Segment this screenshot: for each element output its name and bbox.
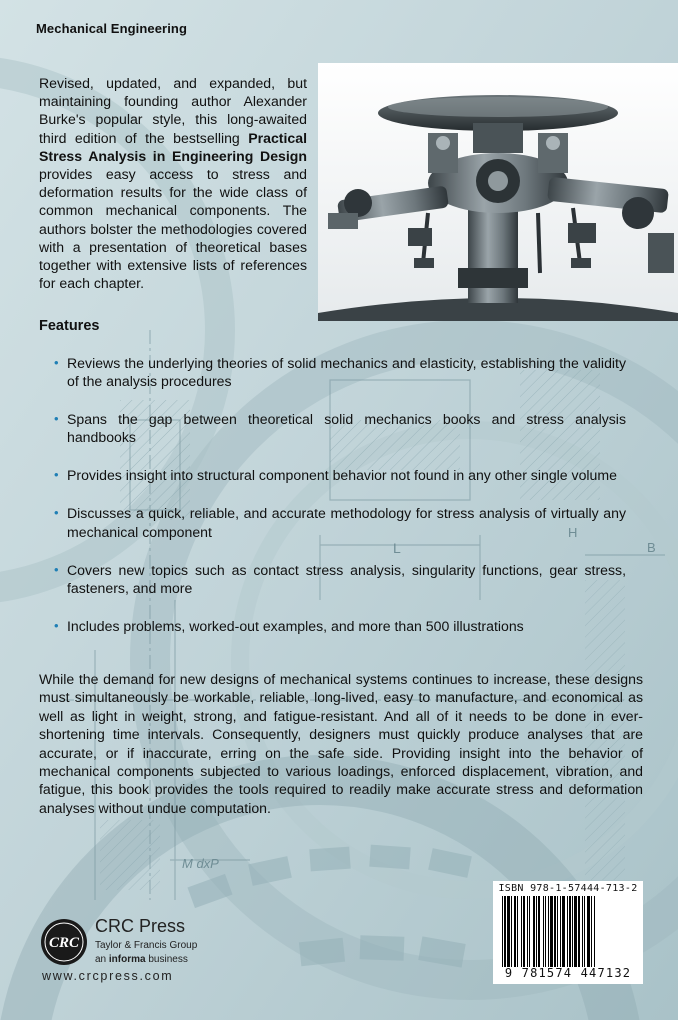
barcode-bar [511,896,512,967]
feature-text: Covers new topics such as contact stress analysis, singularity functions, gear stress, fasteners, and more [67,561,626,596]
rotor-hub-photo [318,63,678,321]
feature-item [52,354,626,390]
barcode-bar [517,896,518,967]
bullet-icon: • [54,411,59,427]
features-list [52,354,626,655]
feature-item [52,504,626,540]
feature-text: Reviews the underlying theories of solid mechanics and elasticity, establishing the validity of the analysis procedures [67,355,626,390]
intro-paragraph [39,74,307,292]
isbn-barcode [493,881,643,984]
barcode-digits: 9 781574 447132 [504,966,632,980]
bullet-icon: • [54,561,59,577]
barcode-bar [543,896,544,967]
barcode-bar [536,896,537,967]
barcode-bar [562,896,565,967]
barcode-bar [502,896,503,967]
drawing-label-h: H [568,525,578,540]
intro-text-before: Revised, updated, and expanded, but maintaining founding author Alexander Burke's popular style, this long-awaited third edition of the bestselling [39,75,307,146]
barcode-bar [591,896,592,967]
publisher-block [40,916,240,986]
feature-text: Provides insight into structural component behavior not found in any other single volume [67,467,617,484]
bullet-icon: • [54,617,59,633]
barcode-bar [548,896,549,967]
bullet-icon: • [54,355,59,370]
publisher-name: CRC Press [95,916,186,936]
barcode-bar [527,896,528,967]
drawing-label-b: B [647,540,656,555]
business-prefix: an [95,954,109,965]
barcode-bar [529,896,530,967]
crc-logo-text: CRC [48,935,80,951]
category-label: Mechanical Engineering [36,21,188,36]
feature-item [52,561,626,597]
barcode-bar [504,896,506,967]
business-suffix: business [145,954,188,965]
barcode-bar [560,896,561,967]
feature-item [52,466,626,484]
feature-item [52,617,626,635]
barcode-bar [594,896,595,967]
barcode-bar [521,896,522,967]
description-paragraph: While the demand for new designs of mechanical systems continues to increase, these designs must simultaneously be workable, reliable, long-lived, easy to manufacture, and economical as well as light in weight, strong, and fatigue-resistant. And all of it needs to be done in ever-shortening time intervals. Consequently, designers must quickly produce analyses that are accurate, or if inaccurate, erring on the safe side. Providing insight into the behavior of mechanical components subjected to various loadings, enforced displacement, vibration, and fatigue, this book provides the tools required to readily make accurate stress and deformation analyses without undue computation. [39,671,643,816]
feature-text: Includes problems, worked-out examples, and more than 500 illustrations [67,617,524,634]
barcode-bar [574,896,577,967]
barcode-bar [567,896,568,967]
bullet-icon: • [54,505,59,521]
business-brand: informa [108,954,146,965]
barcode-bar [569,896,571,967]
publisher-url: www.crcpress.com [42,969,174,983]
bullet-icon: • [54,467,59,483]
barcode-bar [545,896,546,967]
drawing-label-m: M dxP [182,856,219,871]
features-heading: Features [39,318,100,334]
barcode-bar [523,896,525,967]
feature-text: Discusses a quick, reliable, and accurate methodology for stress analysis of virtually any mechanical component [67,505,626,540]
barcode-bar [582,896,583,967]
intro-text-after: provides easy access to stress and deformation results for the wide class of common mechanical components. The authors bolster the methodologies covered with a presentation of theoretical bases together with extensive lists of references for each chapter. [39,166,307,292]
barcode-bar [507,896,510,967]
barcode-bar [572,896,573,967]
book-title: Practical Stress Analysis in Engineering Design [39,129,307,164]
isbn-label: ISBN 978-1-57444-713-2 [498,883,638,894]
drawing-label-l: L [393,540,401,556]
feature-item [52,410,626,446]
publisher-group: Taylor & Francis Group [95,940,198,951]
barcode-bar [533,896,535,967]
barcode-bar [587,896,590,967]
barcode-bar [578,896,580,967]
crc-logo-icon [40,918,88,966]
barcode-bar [538,896,540,967]
barcode-bar [584,896,585,967]
barcode-bar [550,896,553,967]
barcode-bar [554,896,556,967]
barcode-bar [514,896,516,967]
barcode-bar [557,896,558,967]
barcode-bars [502,896,635,967]
publisher-business [95,954,188,965]
feature-text: Spans the gap between theoretical solid mechanics books and stress analysis handbooks [67,411,626,446]
